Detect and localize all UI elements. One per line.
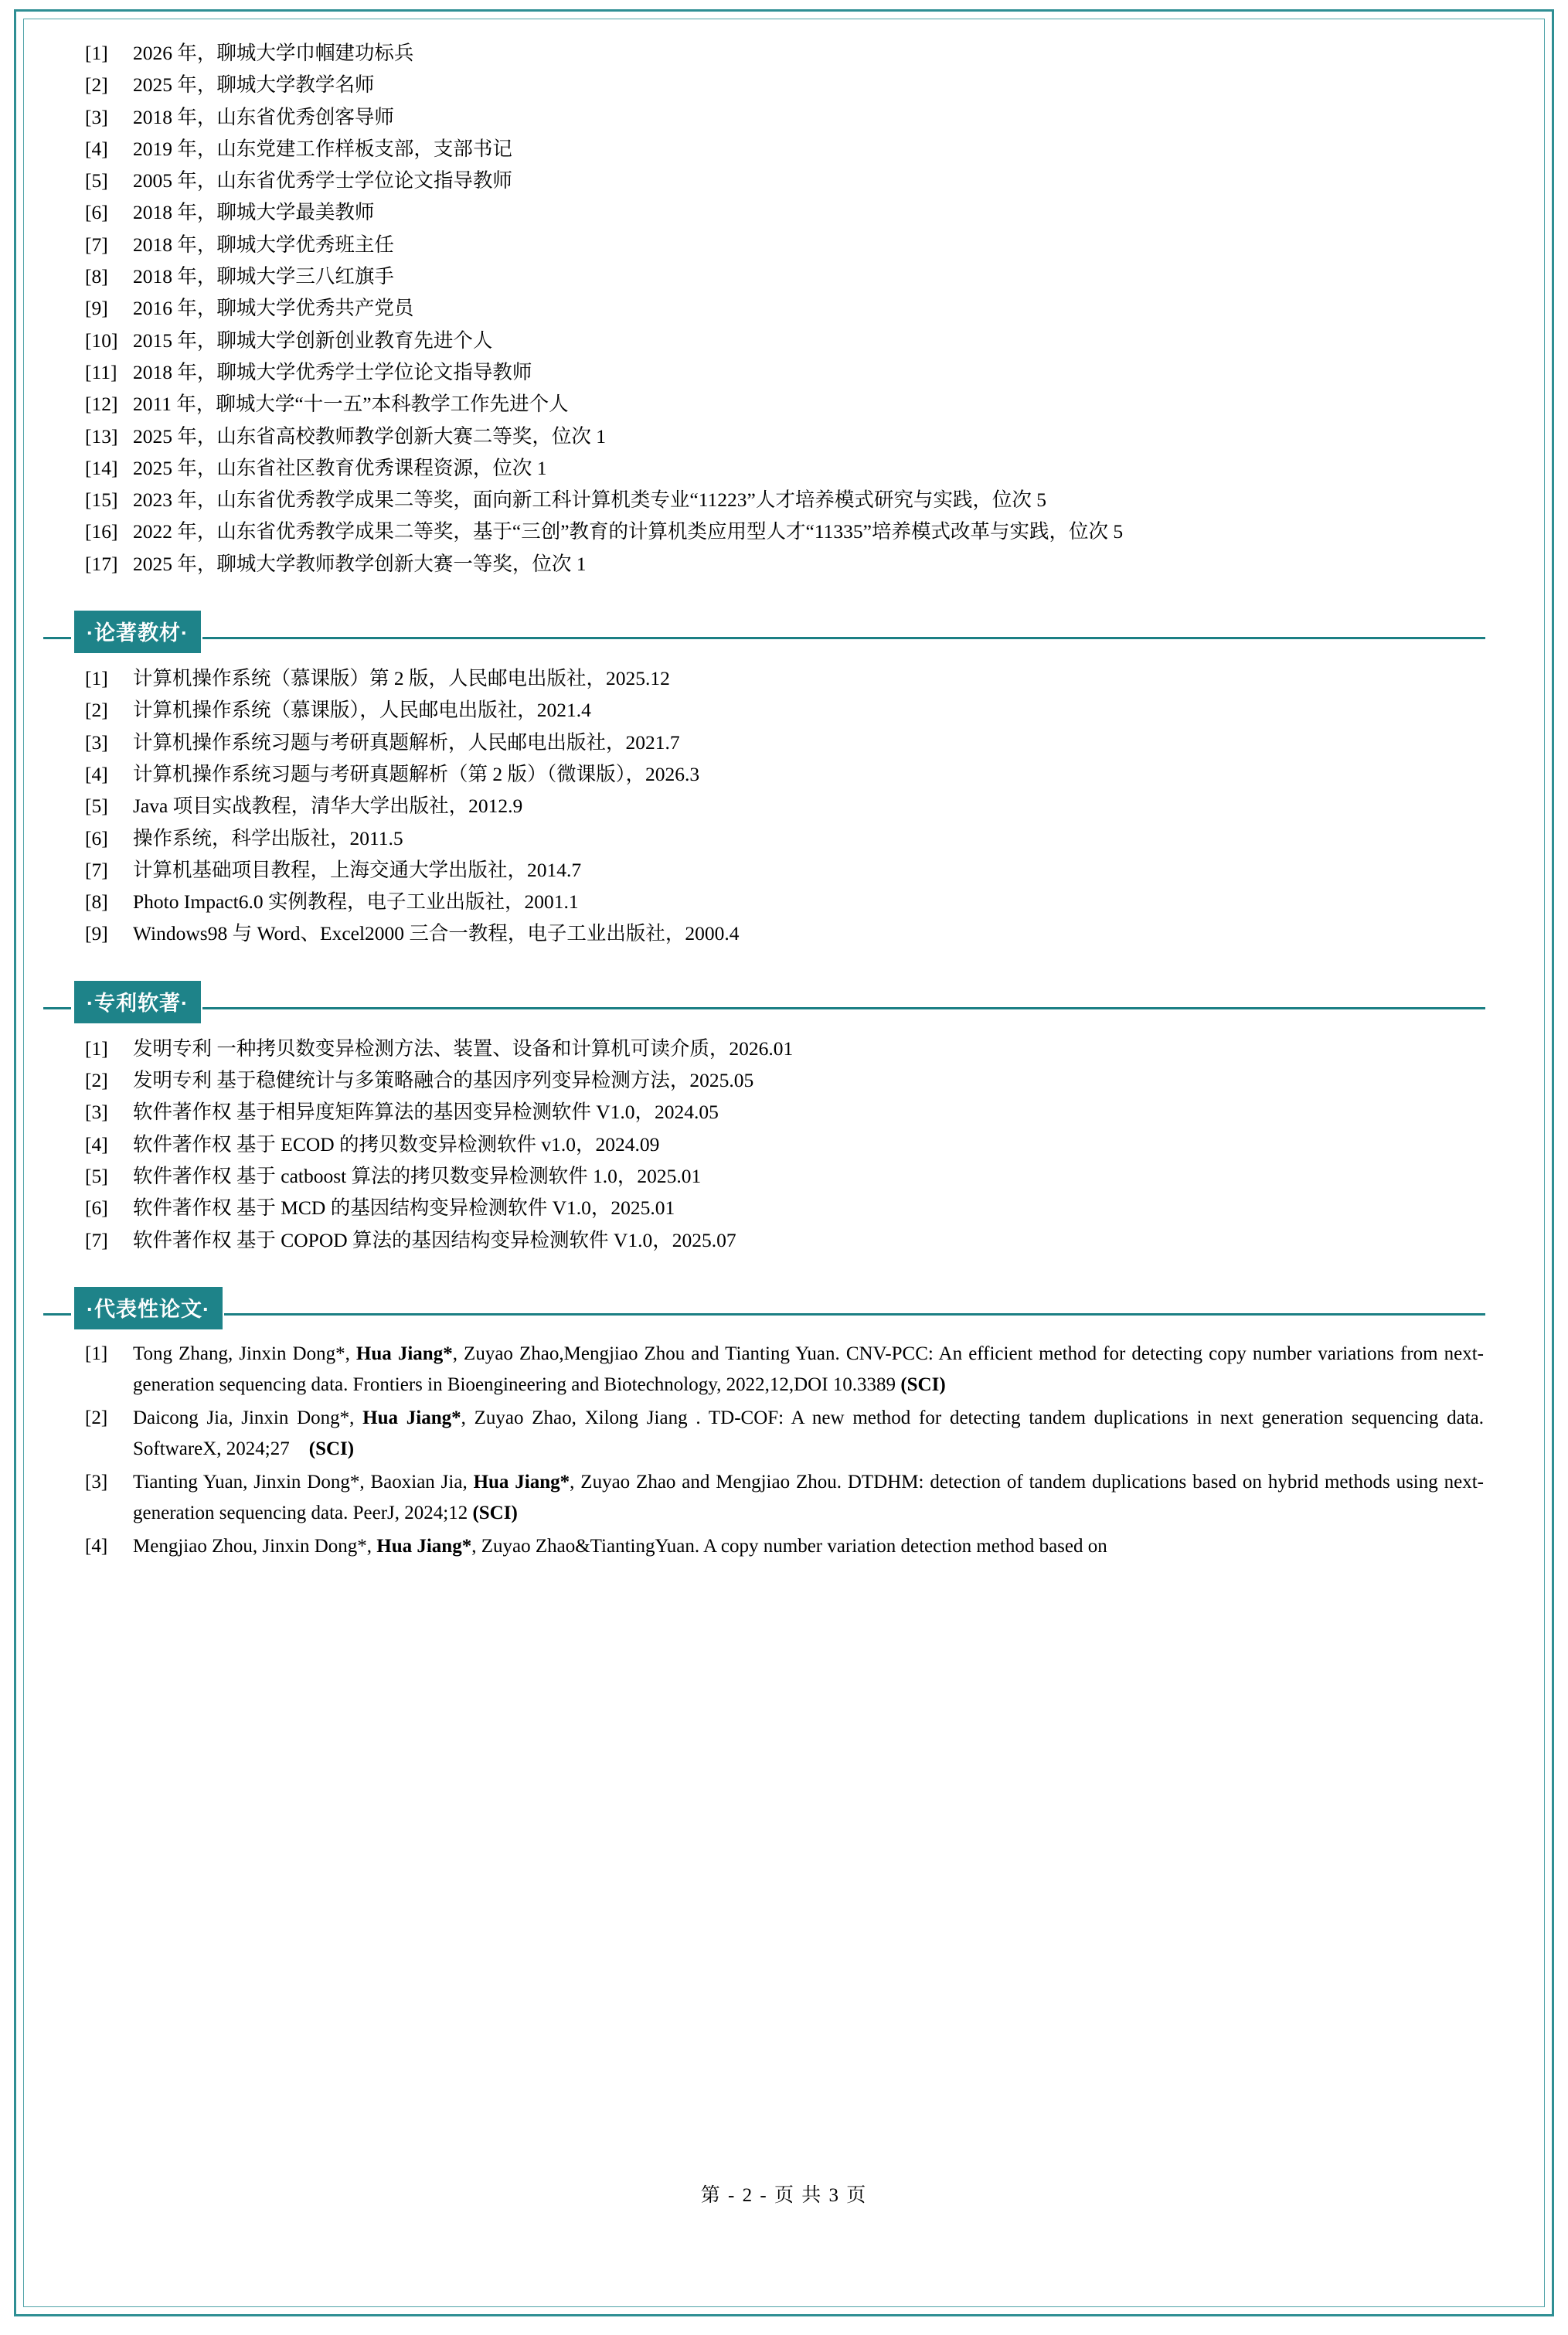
list-marker: [6] (85, 201, 108, 224)
list-marker: [4] (85, 137, 108, 160)
heading-rule-left (43, 637, 71, 639)
list-marker: [6] (85, 826, 108, 849)
list-item (85, 133, 1484, 165)
section-title-patents: ·专利软著· (74, 981, 201, 1023)
list-text: 软件著作权 基于相异度矩阵算法的基因变异检测软件 V1.0，2024.05 (133, 1101, 719, 1124)
list-text: 计算机操作系统（慕课版）第 2 版，人民邮电出版社，2025.12 (133, 667, 670, 690)
list-marker: [2] (85, 1069, 108, 1092)
heading-rule-right (202, 637, 1485, 639)
list-marker: [6] (85, 1196, 108, 1220)
list-marker: [5] (85, 795, 108, 818)
list-item (85, 1467, 1484, 1530)
list-marker: [3] (85, 730, 108, 754)
document-content (85, 37, 1484, 1564)
list-text: Photo Impact6.0 实例教程，电子工业出版社，2001.1 (133, 890, 579, 914)
list-item (85, 917, 1484, 949)
list-item (85, 292, 1484, 324)
list-text: 2018 年，聊城大学优秀学士学位论文指导教师 (133, 360, 532, 383)
list-item (85, 101, 1484, 133)
honors-list (85, 37, 1484, 580)
list-item (85, 1224, 1484, 1256)
list-marker: [16] (85, 520, 118, 543)
list-marker: [7] (85, 858, 108, 881)
list-marker: [5] (85, 1164, 108, 1187)
list-marker: [13] (85, 424, 118, 448)
heading-rule-right (224, 1313, 1485, 1316)
list-marker: [1] (85, 1343, 108, 1364)
list-text: 操作系统，科学出版社，2011.5 (133, 826, 403, 849)
heading-rule-left (43, 1313, 71, 1316)
list-marker: [7] (85, 1228, 108, 1251)
list-item (85, 388, 1484, 420)
list-marker: [1] (85, 42, 108, 64)
list-marker: [4] (85, 1132, 108, 1156)
list-text: 计算机操作系统习题与考研真题解析，人民邮电出版社，2021.7 (133, 730, 680, 754)
list-item (85, 548, 1484, 580)
list-text: Java 项目实战教程，清华大学出版社，2012.9 (133, 795, 523, 818)
paper-citation: Tong Zhang, Jinxin Dong*, Hua Jiang*, Zuyao Zhao,Mengjiao Zhou and Tianting Yuan. CNV-PCC: An efficient method for detecting copy number variations from next-generation sequencing data. Frontiers in Bioengineering and Biotechnology, 2022,12,DOI 10.3389 (SCI) (133, 1343, 1484, 1396)
list-item (85, 1192, 1484, 1224)
list-item (85, 1403, 1484, 1465)
list-text: 2005 年，山东省优秀学士学位论文指导教师 (133, 169, 512, 192)
list-marker: [3] (85, 105, 108, 128)
list-marker: [14] (85, 456, 118, 479)
list-item (85, 420, 1484, 452)
list-marker: [11] (85, 360, 117, 383)
section-title-books: ·论著教材· (74, 611, 201, 653)
list-text: 发明专利 一种拷贝数变异检测方法、装置、设备和计算机可读介质，2026.01 (133, 1036, 794, 1060)
paper-citation: Tianting Yuan, Jinxin Dong*, Baoxian Jia, Hua Jiang*, Zuyao Zhao and Mengjiao Zhou. DTDHM: detection of tandem duplications based on hybrid methods using next-generation sequencing data. PeerJ, 2024;12 (SCI) (133, 1471, 1484, 1524)
list-text: 2018 年，山东省优秀创客导师 (133, 105, 394, 128)
list-item (85, 196, 1484, 228)
list-marker: [15] (85, 488, 118, 512)
list-marker: [1] (85, 667, 108, 690)
list-item (85, 822, 1484, 854)
list-marker: [5] (85, 169, 108, 192)
list-item (85, 452, 1484, 484)
list-item (85, 662, 1484, 694)
list-text: 软件著作权 基于 catboost 算法的拷贝数变异检测软件 1.0，2025.01 (133, 1164, 702, 1187)
list-item (85, 165, 1484, 196)
books-list (85, 662, 1484, 950)
list-text: 2025 年，山东省社区教育优秀课程资源，位次 1 (133, 456, 547, 479)
list-marker: [10] (85, 328, 118, 352)
list-item (85, 694, 1484, 726)
list-text: 2015 年，聊城大学创新创业教育先进个人 (133, 328, 493, 352)
list-marker: [9] (85, 922, 108, 945)
list-marker: [2] (85, 73, 108, 97)
list-text: 2026 年，聊城大学巾帼建功标兵 (133, 42, 414, 64)
list-marker: [2] (85, 1407, 108, 1428)
section-heading-patents (43, 981, 1485, 1023)
list-marker: [3] (85, 1471, 108, 1493)
list-item (85, 1064, 1484, 1096)
list-item (85, 325, 1484, 356)
papers-list (85, 1339, 1484, 1563)
list-text: 发明专利 基于稳健统计与多策略融合的基因序列变异检测方法，2025.05 (133, 1069, 754, 1092)
list-text: 2022 年，山东省优秀教学成果二等奖，基于“三创”教育的计算机类应用型人才“11335”培养模式改革与实践，位次 5 (133, 520, 1124, 543)
list-marker: [9] (85, 297, 108, 320)
list-item (85, 229, 1484, 260)
list-text: 2018 年，聊城大学最美教师 (133, 201, 375, 224)
list-text: 2023 年，山东省优秀教学成果二等奖，面向新工科计算机类专业“11223”人才培养模式研究与实践，位次 5 (133, 488, 1046, 512)
list-text: 2018 年，聊城大学三八红旗手 (133, 265, 394, 288)
list-item (85, 356, 1484, 388)
page-footer: 第 - 2 - 页 共 3 页 (700, 2185, 868, 2206)
section-heading-books (43, 611, 1485, 653)
list-text: 2025 年，聊城大学教师教学创新大赛一等奖，位次 1 (133, 552, 587, 575)
list-text: 计算机基础项目教程，上海交通大学出版社，2014.7 (133, 858, 582, 881)
list-item (85, 854, 1484, 886)
list-text: 2011 年，聊城大学“十一五”本科教学工作先进个人 (133, 393, 569, 416)
list-item (85, 1096, 1484, 1128)
list-item (85, 484, 1484, 516)
list-item (85, 1128, 1484, 1160)
list-text: 2018 年，聊城大学优秀班主任 (133, 233, 394, 256)
list-marker: [8] (85, 265, 108, 288)
list-text: 2025 年，聊城大学教学名师 (133, 73, 375, 97)
list-marker: [7] (85, 233, 108, 256)
list-text: 计算机操作系统习题与考研真题解析（第 2 版）（微课版），2026.3 (133, 762, 700, 785)
paper-citation: Mengjiao Zhou, Jinxin Dong*, Hua Jiang*, Zuyao Zhao&TiantingYuan. A copy number variation detection method based on (133, 1535, 1107, 1557)
list-item (85, 516, 1484, 547)
list-marker: [17] (85, 552, 118, 575)
list-text: Windows98 与 Word、Excel2000 三合一教程，电子工业出版社，2000.4 (133, 922, 740, 945)
list-item (85, 727, 1484, 758)
list-text: 2025 年，山东省高校教师教学创新大赛二等奖，位次 1 (133, 424, 607, 448)
list-item (85, 37, 1484, 69)
list-text: 软件著作权 基于 MCD 的基因结构变异检测软件 V1.0，2025.01 (133, 1196, 675, 1220)
paper-citation: Daicong Jia, Jinxin Dong*, Hua Jiang*, Zuyao Zhao, Xilong Jiang . TD-COF: A new method for detecting tandem duplications in next generation sequencing data. SoftwareX, 2024;27 (SCI) (133, 1407, 1484, 1460)
list-marker: [12] (85, 393, 118, 416)
list-item (85, 1033, 1484, 1064)
list-text: 2016 年，聊城大学优秀共产党员 (133, 297, 414, 320)
list-item (85, 69, 1484, 100)
heading-rule-right (202, 1007, 1485, 1009)
list-item (85, 1160, 1484, 1192)
list-item (85, 758, 1484, 790)
list-marker: [3] (85, 1101, 108, 1124)
section-title-papers: ·代表性论文· (74, 1287, 223, 1329)
section-heading-papers (43, 1287, 1485, 1329)
list-text: 2019 年，山东党建工作样板支部，支部书记 (133, 137, 512, 160)
list-marker: [1] (85, 1036, 108, 1060)
list-text: 软件著作权 基于 COPOD 算法的基因结构变异检测软件 V1.0，2025.07 (133, 1228, 736, 1251)
list-marker: [8] (85, 890, 108, 914)
list-text: 计算机操作系统（慕课版），人民邮电出版社，2021.4 (133, 699, 591, 722)
list-item (85, 790, 1484, 822)
list-item (85, 886, 1484, 917)
list-text: 软件著作权 基于 ECOD 的拷贝数变异检测软件 v1.0，2024.09 (133, 1132, 660, 1156)
list-marker: [2] (85, 699, 108, 722)
patents-list (85, 1033, 1484, 1256)
list-item (85, 260, 1484, 292)
heading-rule-left (43, 1007, 71, 1009)
list-item (85, 1339, 1484, 1401)
list-marker: [4] (85, 762, 108, 785)
list-marker: [4] (85, 1535, 108, 1557)
list-item (85, 1531, 1484, 1563)
